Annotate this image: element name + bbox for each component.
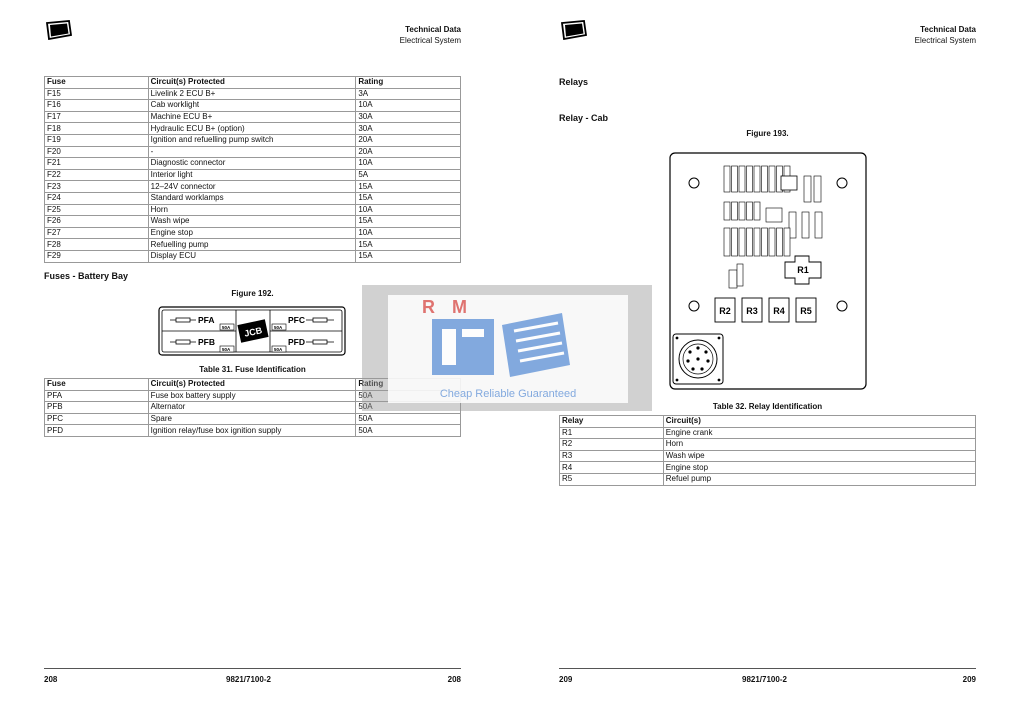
figure-caption: Figure 193.: [746, 129, 789, 138]
table-cell: 50A: [356, 425, 461, 437]
table-cell: 30A: [356, 123, 461, 135]
table-caption: Table 31. Fuse Identification: [199, 365, 306, 374]
column-header: Fuse: [45, 77, 149, 89]
connector-icon: [673, 334, 723, 384]
column-header: Circuit(s) Protected: [148, 379, 356, 391]
table-row: [45, 169, 461, 181]
table-cell: F15: [45, 88, 149, 100]
fuse-blade-icon: [747, 166, 753, 192]
header-title: Technical Data: [405, 25, 461, 34]
document-number: 9821/7100-2: [742, 675, 787, 684]
table-cell: F18: [45, 123, 149, 135]
footer-rule: [559, 668, 976, 670]
column-header: Rating: [356, 77, 461, 89]
relay-r4-label: R4: [773, 306, 785, 316]
table-row: [45, 88, 461, 100]
fuse-blade-icon: [754, 166, 760, 192]
pfb-rating: 50A: [222, 347, 231, 352]
column-header: Fuse: [45, 379, 149, 391]
column-header: Circuit(s) Protected: [148, 77, 356, 89]
table-row: [560, 450, 976, 462]
table-row: [45, 425, 461, 437]
table-cell: Spare: [148, 413, 356, 425]
fuse-blade-icon: [777, 228, 783, 256]
page-number: 209: [962, 675, 976, 684]
page-header: [915, 24, 976, 46]
table-cell: Alternator: [148, 402, 356, 414]
table-cell: Ignition and refuelling pump switch: [148, 134, 356, 146]
fuse-blade-icon: [739, 166, 745, 192]
table-cell: Horn: [663, 439, 975, 451]
table-cell: Machine ECU B+: [148, 111, 356, 123]
table-cell: Ignition relay/fuse box ignition supply: [148, 425, 356, 437]
table-cell: F24: [45, 192, 149, 204]
table-row: [45, 181, 461, 193]
column-header: Relay: [560, 416, 664, 428]
table-cell: R2: [560, 439, 664, 451]
fuse-blade-icon: [784, 228, 790, 256]
column-header: Rating: [356, 379, 461, 391]
column-header: Circuit(s): [663, 416, 975, 428]
table-cell: Display ECU: [148, 250, 356, 262]
table-cell: Hydraulic ECU B+ (option): [148, 123, 356, 135]
document-number: 9821/7100-2: [226, 675, 271, 684]
table-cell: Livelink 2 ECU B+: [148, 88, 356, 100]
table-cell: Horn: [148, 204, 356, 216]
pfc-label: PFC: [288, 315, 305, 325]
table-cell: F29: [45, 250, 149, 262]
page-number: 208: [447, 675, 461, 684]
table-cell: F28: [45, 239, 149, 251]
table-cell: Refuelling pump: [148, 239, 356, 251]
table-row: [45, 216, 461, 228]
table-cell: Standard worklamps: [148, 192, 356, 204]
fuse-blade-icon: [754, 202, 760, 220]
relay-r3-label: R3: [746, 306, 758, 316]
table-row: [560, 439, 976, 451]
table-cell: F22: [45, 169, 149, 181]
table-cell: Engine stop: [148, 227, 356, 239]
table-row: [45, 111, 461, 123]
table-cell: Diagnostic connector: [148, 158, 356, 170]
fuse-blade-icon: [747, 202, 753, 220]
table-cell: PFA: [45, 390, 149, 402]
table-cell: Wash wipe: [148, 216, 356, 228]
table-cell: F17: [45, 111, 149, 123]
fuse-blade-icon: [724, 202, 730, 220]
fuse-blade-icon: [762, 228, 768, 256]
fuse-blade-icon: [732, 166, 738, 192]
table-cell: 50A: [356, 402, 461, 414]
table-row: [45, 239, 461, 251]
pfa-rating: 50A: [222, 325, 231, 330]
table-cell: Engine crank: [663, 427, 975, 439]
jcb-logo-icon: JCB: [243, 325, 264, 339]
table-cell: 10A: [356, 158, 461, 170]
table-row: [560, 473, 976, 485]
table-cell: F25: [45, 204, 149, 216]
table-row: [45, 250, 461, 262]
table-row: [45, 204, 461, 216]
relay-r1-label: R1: [797, 265, 809, 275]
pfd-rating: 50A: [274, 347, 283, 352]
table-cell: Wash wipe: [663, 450, 975, 462]
table-cell: 5A: [356, 169, 461, 181]
table-row: [45, 100, 461, 112]
table-cell: 15A: [356, 250, 461, 262]
table-cell: 10A: [356, 204, 461, 216]
table-cell: F26: [45, 216, 149, 228]
fuse-blade-icon: [724, 166, 730, 192]
table-cell: PFD: [45, 425, 149, 437]
table-cell: R5: [560, 473, 664, 485]
table-cell: 15A: [356, 192, 461, 204]
table-cell: R3: [560, 450, 664, 462]
table-cell: F16: [45, 100, 149, 112]
jcb-logo-icon: [44, 20, 72, 40]
fuse-blade-icon: [732, 202, 738, 220]
table-cell: 30A: [356, 111, 461, 123]
fuse-blade-icon: [732, 228, 738, 256]
footer-rule: [44, 668, 461, 670]
table-cell: 50A: [356, 390, 461, 402]
fuse-blade-icon: [762, 166, 768, 192]
fuse-blade-icon: [739, 228, 745, 256]
pfa-label: PFA: [198, 315, 215, 325]
section-title: Fuses - Battery Bay: [44, 271, 129, 281]
table-row: [45, 134, 461, 146]
table-cell: 15A: [356, 239, 461, 251]
table-cell: 3A: [356, 88, 461, 100]
relay-r2-label: R2: [719, 306, 731, 316]
relay-cab-figure: [669, 152, 867, 390]
fuse-blade-icon: [769, 228, 775, 256]
table-row: [45, 146, 461, 158]
table-row: [45, 192, 461, 204]
table-cell: 50A: [356, 413, 461, 425]
table-cell: -: [148, 146, 356, 158]
table-cell: F21: [45, 158, 149, 170]
table-row: [560, 462, 976, 474]
subsection-title: Relay - Cab: [559, 113, 609, 123]
table-header-row: [45, 77, 461, 89]
figure-caption: Figure 192.: [231, 289, 274, 298]
table-row: [45, 227, 461, 239]
table-cell: 20A: [356, 134, 461, 146]
battery-fuse-figure: [158, 306, 346, 356]
table-caption: Table 32. Relay Identification: [712, 402, 823, 411]
watermark-graphic: [362, 285, 652, 411]
section-title: Relays: [559, 77, 589, 87]
pfd-label: PFD: [288, 337, 305, 347]
table-row: [45, 413, 461, 425]
table-cell: 15A: [356, 216, 461, 228]
fuse-blade-icon: [754, 228, 760, 256]
watermark-slogan: Cheap Reliable Guaranteed: [439, 388, 577, 400]
fuse-table: [44, 76, 461, 263]
table-cell: PFC: [45, 413, 149, 425]
watermark-letters: R M: [422, 297, 473, 317]
relay-r5-label: R5: [800, 306, 812, 316]
relay-table: [559, 415, 976, 486]
table-cell: 10A: [356, 100, 461, 112]
table-cell: Fuse box battery supply: [148, 390, 356, 402]
table-cell: Cab worklight: [148, 100, 356, 112]
watermark: [362, 285, 652, 411]
fuse-blade-icon: [724, 228, 730, 256]
pfb-label: PFB: [198, 337, 215, 347]
fuse-blade-icon: [739, 202, 745, 220]
table-cell: 12–24V connector: [148, 181, 356, 193]
table-cell: F27: [45, 227, 149, 239]
table-cell: 10A: [356, 227, 461, 239]
page-number: 209: [559, 675, 573, 684]
fuse-blade-icon: [769, 166, 775, 192]
table-cell: R4: [560, 462, 664, 474]
jcb-logo-icon: [559, 20, 587, 40]
page-number: 208: [44, 675, 58, 684]
page-header: [400, 24, 461, 46]
table-cell: Engine stop: [663, 462, 975, 474]
pfc-rating: 50A: [274, 325, 283, 330]
table-cell: 15A: [356, 181, 461, 193]
table-row: [560, 427, 976, 439]
header-subtitle: Electrical System: [914, 36, 976, 45]
table-row: [45, 158, 461, 170]
header-title: Technical Data: [920, 25, 976, 34]
table-row: [45, 123, 461, 135]
table-header-row: [560, 416, 976, 428]
table-cell: PFB: [45, 402, 149, 414]
table-cell: 20A: [356, 146, 461, 158]
table-cell: F20: [45, 146, 149, 158]
table-cell: R1: [560, 427, 664, 439]
table-cell: F23: [45, 181, 149, 193]
table-cell: F19: [45, 134, 149, 146]
header-subtitle: Electrical System: [399, 36, 461, 45]
table-cell: Refuel pump: [663, 473, 975, 485]
table-cell: Interior light: [148, 169, 356, 181]
fuse-blade-icon: [747, 228, 753, 256]
